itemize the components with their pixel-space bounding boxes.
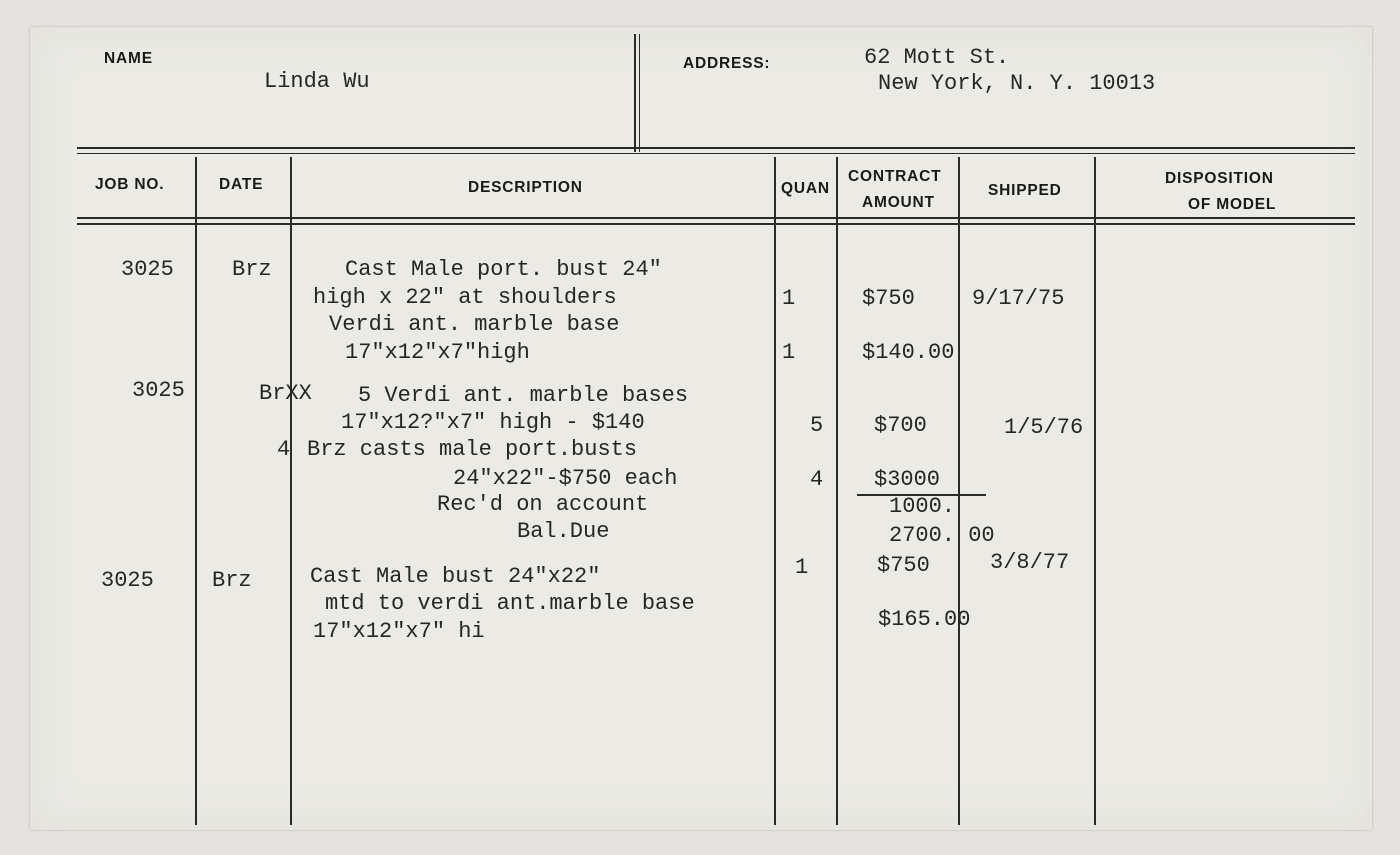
entry-job-number: 3025 (132, 378, 185, 403)
column-header-amount: AMOUNT (862, 194, 935, 211)
entry-description-line: mtd to verdi ant.marble base (325, 591, 695, 616)
entry-description-line: 17"x12"x7"high (345, 340, 530, 365)
entry-description-line: 17"x12?"x7" high - $140 (341, 410, 645, 435)
column-separator (195, 157, 197, 825)
column-header-date: DATE (219, 176, 264, 193)
entry-description-line: Cast Male port. bust 24" (345, 257, 662, 282)
column-separator (1094, 157, 1096, 825)
entry-description-line: 5 Verdi ant. marble bases (358, 383, 689, 408)
entry-date: BrXX (259, 381, 312, 406)
entry-amount: $750 (862, 286, 915, 311)
entry-description-line: 24"x22"-$750 each (453, 466, 678, 491)
name-label: NAME (104, 50, 153, 67)
entry-quantity: 4 (810, 467, 824, 492)
header-divider (634, 34, 636, 152)
address-line-1: 62 Mott St. (864, 45, 1010, 70)
header-rule (77, 153, 1355, 154)
address-label: ADDRESS: (683, 55, 771, 72)
entry-shipped-date: 9/17/75 (972, 286, 1065, 311)
entry-quantity: 1 (782, 286, 796, 311)
column-header-job-no: JOB NO. (95, 176, 165, 193)
column-header-disposition: DISPOSITION (1165, 170, 1274, 187)
entry-quantity: 1 (782, 340, 796, 365)
entry-description-line: Cast Male bust 24"x22" (310, 564, 601, 589)
entry-amount: $140.00 (862, 340, 955, 365)
address-line-2: New York, N. Y. 10013 (878, 71, 1156, 96)
customer-name: Linda Wu (264, 69, 370, 94)
entry-amount: $3000 (874, 467, 941, 492)
entry-job-number: 3025 (121, 257, 174, 282)
column-separator (836, 157, 838, 825)
column-separator (774, 157, 776, 825)
column-header-contract: CONTRACT (848, 168, 942, 185)
entry-shipped-date: 1/5/76 (1004, 415, 1084, 440)
entry-quantity: 5 (810, 413, 824, 438)
entry-balance-due: 2700. 00 (889, 523, 995, 548)
column-header-quan: QUAN (781, 180, 830, 197)
entry-amount: $750 (877, 553, 930, 578)
column-header-of-model: OF MODEL (1188, 196, 1277, 213)
column-separator (958, 157, 960, 825)
entry-amount: $165.00 (878, 607, 971, 632)
entry-description-line: Bal.Due (517, 519, 610, 544)
entry-description-line: 17"x12"x7" hi (313, 619, 485, 644)
entry-quantity: 1 (795, 555, 809, 580)
column-header-rule (77, 217, 1355, 219)
entry-received-amount: 1000. (889, 494, 956, 519)
entry-description-line: Verdi ant. marble base (329, 312, 620, 337)
column-separator (290, 157, 292, 825)
entry-amount: $700 (874, 413, 927, 438)
entry-date: Brz (212, 568, 252, 593)
entry-job-number: 3025 (101, 568, 154, 593)
column-header-description: DESCRIPTION (468, 179, 583, 196)
entry-shipped-date: 3/8/77 (990, 550, 1070, 575)
entry-date: Brz (232, 257, 272, 282)
header-divider (639, 34, 640, 152)
column-header-shipped: SHIPPED (988, 182, 1062, 199)
entry-quantity-prefix: 4 (277, 437, 291, 462)
entry-description-line: high x 22" at shoulders (313, 285, 617, 310)
entry-description-line: Brz casts male port.busts (307, 437, 638, 462)
header-rule (77, 147, 1355, 149)
column-header-rule (77, 223, 1355, 225)
entry-description-line: Rec'd on account (437, 492, 649, 517)
